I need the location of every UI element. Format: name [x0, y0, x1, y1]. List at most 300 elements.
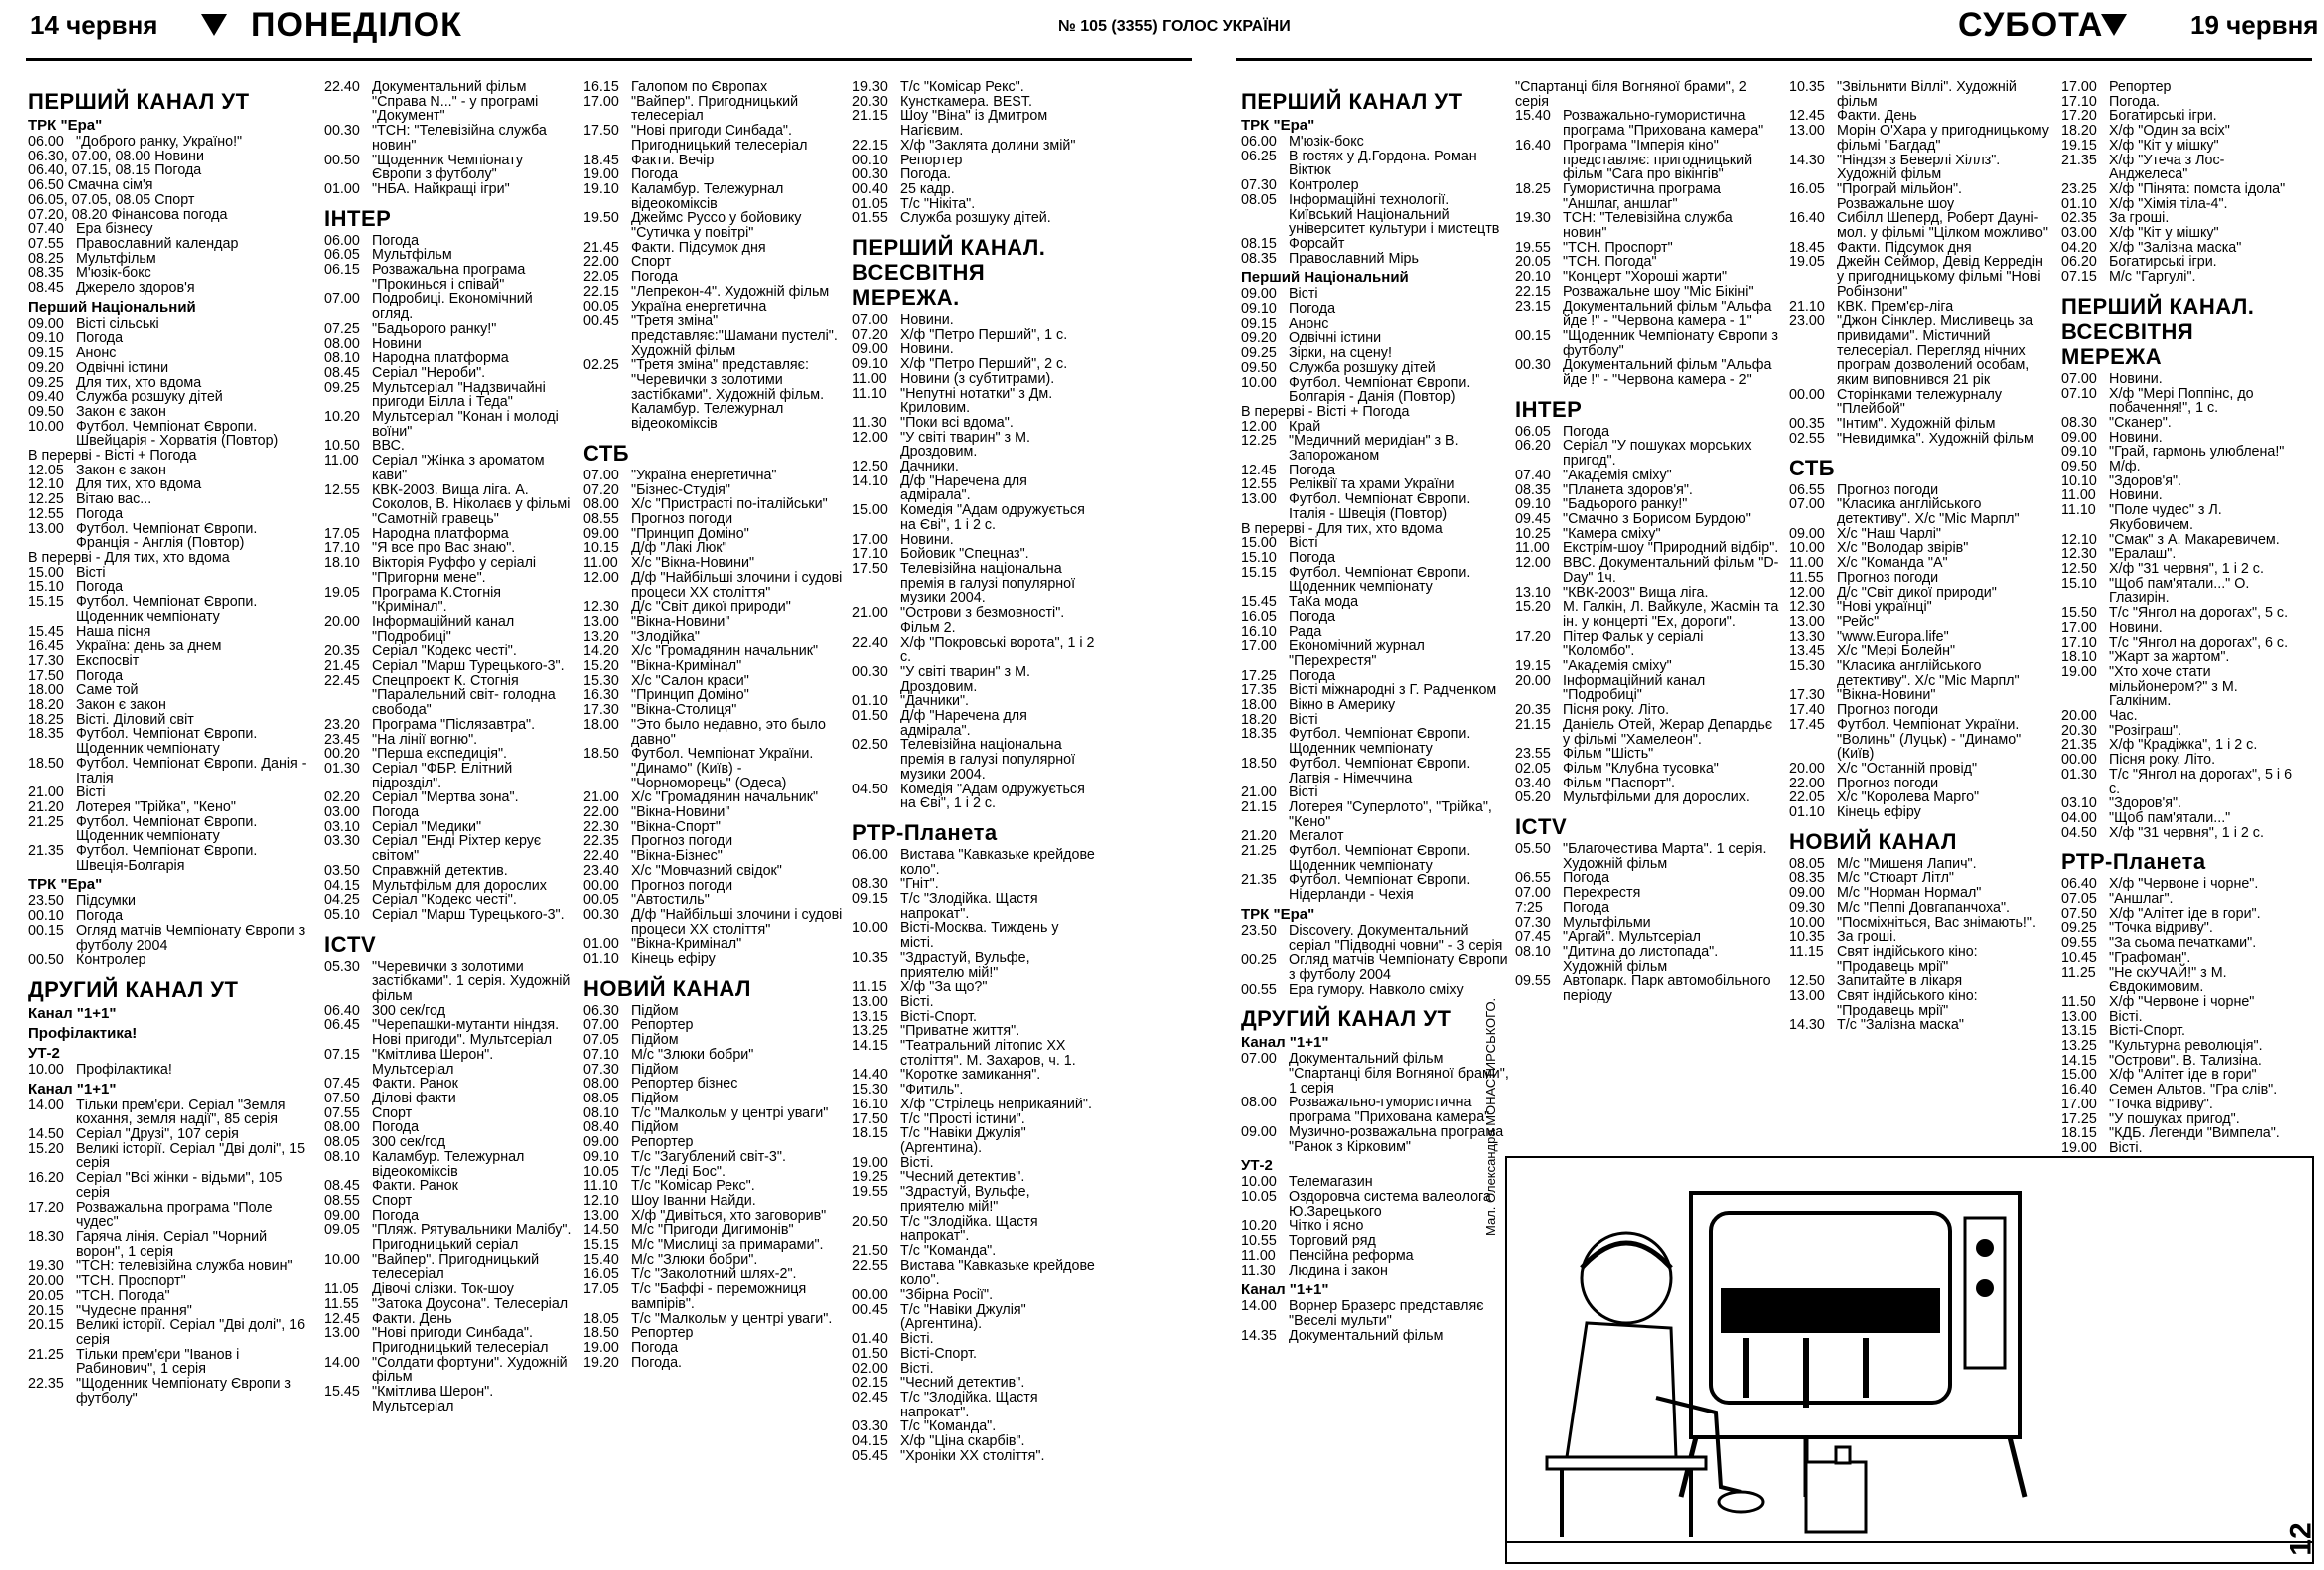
program-time: 06.00: [1241, 134, 1277, 150]
program-time: 00.20: [324, 746, 360, 763]
program-time: 07.10: [2061, 385, 2097, 402]
program-entry: [1241, 844, 1510, 873]
program-title: "Збірна Росії".: [900, 1287, 994, 1304]
program-time: 01.00: [583, 936, 619, 953]
program-entry: [852, 357, 1096, 372]
program-time: 07.00: [1789, 496, 1825, 513]
program-entry: [1515, 916, 1779, 931]
program-time: 11.25: [2061, 964, 2096, 981]
program-entry: [324, 960, 575, 1004]
program-time: 23.55: [1515, 746, 1551, 763]
program-entry: [1515, 718, 1779, 747]
program-entry: [583, 703, 844, 718]
program-title: Великі історії. Серіал "Дві долі", 16 серія: [76, 1317, 306, 1348]
program-entry: [324, 747, 575, 762]
program-time: 13.45: [1789, 643, 1825, 660]
program-title: Погода: [1289, 667, 1336, 684]
program-entry: [1789, 777, 2053, 791]
program-entry: [28, 757, 309, 785]
program-time: 10.05: [583, 1163, 619, 1180]
program-title: "Здоров'я".: [2109, 472, 2182, 489]
program-entry: [1241, 983, 1510, 998]
program-title: "Щоб пам'ятали...": [2109, 809, 2231, 826]
channel-heading: ПЕРШИЙ КАНАЛ УТ: [28, 89, 250, 114]
program-title: Великі історії. Серіал "Дві долі", 15 серія: [76, 1140, 306, 1172]
left-header-rule: [26, 58, 1192, 61]
program-title: "Точка відриву".: [2109, 1096, 2213, 1112]
program-entry: [583, 512, 844, 527]
program-title: Контролер: [76, 952, 146, 969]
program-entry: [583, 1253, 844, 1268]
program-time: 05.30: [324, 958, 360, 975]
program-time: 13.10: [1515, 584, 1551, 601]
program-entry: [28, 1201, 309, 1230]
program-title: "Затока Доусона". Телесеріал: [372, 1295, 569, 1312]
program-title: Ера бізнесу: [76, 221, 153, 238]
program-entry: [1789, 703, 2053, 718]
channel-heading: ICTV: [1515, 814, 1568, 840]
channel-heading: ДРУГИЙ КАНАЛ УТ: [28, 976, 239, 1002]
program-time: 07.20: [583, 481, 619, 498]
program-time: 07.00: [583, 467, 619, 483]
program-title: Вітаю вас...: [76, 491, 152, 508]
program-title: Документальний фільм "Альфа йде !" - "Червона камера - 1": [1563, 298, 1772, 330]
program-title: Розважальна програма "Поле чудес": [76, 1199, 273, 1231]
program-title: "Класика англійського детективу". Х/с "Міс Марпл": [1837, 658, 2020, 689]
program-time: 19.15: [1515, 658, 1551, 675]
program-time: 00.00: [852, 1287, 888, 1304]
program-entry: [583, 937, 844, 952]
program-time: 06.45: [324, 1017, 360, 1034]
program-time: 03.40: [1515, 775, 1551, 791]
program-entry: [583, 1120, 844, 1135]
program-time: 16.05: [1789, 180, 1825, 197]
program-time: 10.50: [324, 438, 360, 455]
program-time: 06.40: [2061, 876, 2097, 893]
program-title: Лотерея "Трійка", "Кено": [76, 798, 236, 815]
program-entry: [852, 1112, 1096, 1127]
program-title: Д/ф "Наречена для адмірала".: [900, 472, 1027, 504]
program-entry: [324, 1297, 575, 1312]
program-time: 12.25: [1241, 433, 1277, 450]
program-entry: [28, 1318, 309, 1347]
program-time: 12.00: [1789, 584, 1825, 601]
program-title: Огляд матчів Чемпіонату Європи з футболу 2004: [76, 922, 306, 954]
program-time: 17.30: [28, 652, 64, 669]
program-title: "Бадьорого ранку!": [1563, 496, 1688, 513]
program-entry: [28, 420, 309, 449]
program-entry: [1789, 556, 2053, 571]
program-title: Служба розшуку дітей.: [900, 210, 1051, 227]
schedule-note: В перерві - Для тих, хто вдома: [1241, 520, 1443, 537]
program-title: "Поле чудес" з Л. Якубовичем.: [2109, 502, 2222, 533]
schedule-note: 06.30, 07.00, 08.00 Новини: [28, 148, 204, 164]
program-time: 15.00: [1241, 535, 1277, 552]
program-time: 08.05: [324, 1134, 360, 1151]
column-4: [852, 80, 1096, 1555]
program-entry: [852, 1083, 1096, 1098]
program-title: "ТСН. Погода": [76, 1287, 170, 1304]
program-time: 00.45: [583, 313, 619, 330]
program-entry: [583, 659, 844, 674]
program-time: 07.20: [852, 326, 888, 343]
program-time: 04.50: [2061, 824, 2097, 841]
program-time: 21.25: [28, 1346, 64, 1363]
program-title: Тільки прем'єри. Серіал "Земля кохання, земля надії", 85 серія: [76, 1097, 286, 1128]
program-entry: [1241, 829, 1510, 844]
program-entry: [852, 877, 1096, 892]
program-title: "Звільнити Віллі". Художній фільм: [1837, 80, 2017, 110]
program-title: Телевізійна національна премія в галузі популярної музики 2004.: [900, 560, 1076, 607]
program-title: Т/с "Злодійка. Щастя напрокат".: [900, 1213, 1038, 1245]
program-entry: [28, 669, 309, 684]
program-time: 00.45: [852, 1301, 888, 1318]
program-entry: [2061, 1098, 2295, 1112]
program-entry: [1789, 527, 2053, 542]
program-title: Богатирські ігри.: [2109, 254, 2217, 271]
program-time: 04.00: [2061, 809, 2097, 826]
program-title: "Аргай". Мультсеріал: [1563, 929, 1701, 946]
program-entry: [2061, 488, 2295, 503]
program-title: "Планета здоров'я".: [1563, 481, 1693, 498]
program-entry: [852, 606, 1096, 635]
program-entry: [2061, 547, 2295, 562]
program-entry: [852, 154, 1096, 168]
cartoon-illustration: [1505, 1156, 2314, 1564]
program-title: Х/ф "Заклята долини змій": [900, 137, 1076, 154]
program-time: 04.25: [324, 892, 360, 909]
program-time: 09.00: [583, 525, 619, 542]
program-entry: [324, 1048, 575, 1077]
sub-channel-heading: УТ-2: [1241, 1157, 1273, 1175]
program-entry: [852, 460, 1096, 474]
program-title: "Острови з безмовності". Фільм 2.: [900, 605, 1065, 636]
program-time: 11.30: [852, 414, 887, 431]
program-title: Т/с "Команда".: [900, 1242, 997, 1259]
program-entry: [2061, 1024, 2295, 1039]
program-title: "Програй мільйон". Розважальне шоу: [1837, 180, 1963, 212]
program-entry: [324, 644, 575, 659]
program-title: "Джон Сінклер. Мисливець за привидами". Містичний телесеріал. Перегляд нічних програм дозволений особам, яким виповнився 21 рік: [1837, 313, 2034, 389]
program-entry: [1515, 139, 1779, 182]
program-title: Факти. День: [372, 1310, 452, 1327]
program-time: 17.30: [1789, 687, 1825, 704]
program-time: 07.45: [324, 1076, 360, 1093]
program-entry: [1789, 300, 2053, 315]
program-title: Закон є закон: [76, 697, 166, 714]
program-title: Х/ф "Алітет іде в гори": [2109, 1067, 2257, 1084]
program-time: 01.00: [324, 180, 360, 197]
program-title: "Рейс": [1837, 613, 1880, 630]
program-time: 18.35: [1241, 726, 1277, 743]
program-time: 11.15: [1789, 943, 1824, 960]
program-time: 12.45: [1789, 108, 1825, 125]
program-time: 20.00: [1789, 760, 1825, 777]
program-time: 23.00: [1789, 313, 1825, 330]
program-time: 10.00: [852, 920, 888, 937]
program-entry: [2061, 665, 2295, 709]
program-time: 14.15: [852, 1038, 888, 1055]
program-entry: [2061, 503, 2295, 532]
program-title: Д/ф "Лакі Люк": [631, 540, 727, 557]
program-time: 11.00: [852, 370, 887, 387]
program-entry: [28, 222, 309, 237]
program-time: 15.00: [2061, 1067, 2097, 1084]
program-title: "Ніндзя з Беверлі Хіллз". Художній фільм: [1837, 152, 2001, 183]
program-title: Х/ф "Залізна маска": [2109, 239, 2242, 256]
program-entry: [2061, 182, 2295, 197]
program-entry: [2061, 1141, 2295, 1156]
program-entry: [583, 1135, 844, 1150]
program-title: Вісті-Спорт.: [900, 1345, 977, 1362]
program-entry: [583, 893, 844, 908]
program-time: 03.50: [324, 862, 360, 879]
program-title: "Принцип Доміно": [631, 525, 749, 542]
program-title: Репортер: [631, 1017, 694, 1034]
program-title: Свят індійського кіно: "Продавець мрії": [1837, 943, 1978, 975]
schedule-note: В перерві - Вісті + Погода: [28, 448, 197, 465]
program-time: 00.05: [583, 298, 619, 315]
program-time: 06.05: [324, 247, 360, 264]
program-time: 14.50: [583, 1222, 619, 1239]
program-entry: [324, 864, 575, 879]
program-entry: [1241, 287, 1510, 302]
program-title: Пітер Фальк у серіалі "Коломбо".: [1563, 628, 1704, 660]
program-time: 13.00: [1241, 491, 1277, 508]
program-entry: [28, 1063, 309, 1078]
program-entry: [324, 1018, 575, 1047]
program-entry: [852, 342, 1096, 357]
program-entry: [324, 322, 575, 337]
program-time: 08.10: [324, 1148, 360, 1165]
program-entry: [583, 1048, 844, 1063]
program-entry: [852, 431, 1096, 460]
program-title: Факти. Підсумок дня: [631, 239, 766, 256]
program-entry: [324, 234, 575, 249]
sub-channel-heading: Канал "1+1": [28, 1004, 117, 1022]
program-time: 02.45: [852, 1389, 888, 1406]
program-title: "Щоденник Чемпіонату Європи з футболу": [76, 1376, 291, 1407]
program-entry: [28, 492, 309, 507]
program-title: Вистава "Кавказьке крейдове коло".: [900, 1257, 1095, 1289]
program-entry: [28, 281, 309, 296]
program-entry: [2061, 753, 2295, 768]
program-time: 06.55: [1515, 870, 1551, 887]
program-title: Документальний фільм "Альфа йде !" - "Червона камера - 2": [1563, 357, 1772, 389]
program-time: 18.25: [1515, 180, 1551, 197]
program-entry: [324, 674, 575, 718]
program-time: 22.15: [1515, 283, 1551, 300]
program-title: "Острови". В. Тализіна.: [2109, 1052, 2262, 1069]
program-title: Новини.: [900, 312, 954, 329]
program-title: Х/ф "31 червня", 1 і 2 с.: [2109, 560, 2264, 577]
program-title: Телемагазин: [1289, 1174, 1373, 1191]
program-title: "ТСН: "Телевізійна служба новин": [372, 123, 547, 154]
program-entry: [1515, 469, 1779, 483]
program-title: Джерело здоров'я: [76, 280, 195, 297]
program-title: Людина і закон: [1289, 1262, 1388, 1279]
program-time: 12.10: [583, 1192, 619, 1209]
program-title: Х/ф "Дивіться, хто заговорив": [631, 1207, 827, 1224]
program-title: "Доброго ранку, Україно!": [76, 134, 243, 150]
program-entry: [1789, 688, 2053, 703]
program-title: Гаряча лінія. Серіал "Чорний ворон", 1 серія: [76, 1229, 268, 1260]
program-time: 00.50: [324, 152, 360, 168]
program-title: Х/ф "Кіт у мішку": [2109, 137, 2219, 154]
program-title: М/с "Злюки бобри".: [631, 1251, 758, 1268]
program-title: "Точка відриву".: [2109, 920, 2213, 937]
program-entry: [1515, 777, 1779, 791]
program-title: "Здоров'я".: [2109, 795, 2182, 812]
program-entry: [324, 1135, 575, 1150]
program-entry: [583, 497, 844, 512]
right-triangle-icon: [2101, 14, 2127, 36]
program-time: 08.05: [1241, 191, 1277, 208]
program-title: Сторінками тележурналу "Плейбой": [1837, 386, 2002, 418]
program-entry: [1241, 713, 1510, 728]
program-time: 16.05: [583, 1266, 619, 1283]
program-time: 07.55: [28, 235, 64, 252]
program-title: Футбол. Чемпіонат Європи. Щоденник чемпіонату: [76, 726, 258, 758]
program-title: Прогноз погоди: [1837, 569, 1939, 586]
program-time: 08.00: [583, 1076, 619, 1093]
program-entry: [1241, 178, 1510, 193]
program-entry: [1515, 211, 1779, 240]
program-entry: [583, 747, 844, 790]
program-time: 05.20: [1515, 789, 1551, 806]
program-time: 06.15: [324, 262, 360, 279]
program-entry: [1789, 901, 2053, 916]
program-time: 01.10: [1789, 804, 1825, 821]
program-title: Ворнер Бразерс представляє "Веселі мульти": [1289, 1298, 1484, 1329]
program-entry: [1241, 1329, 1510, 1344]
program-title: Комедія "Адам одружується на Єві", 1 і 2 с.: [900, 781, 1085, 812]
program-entry: [324, 292, 575, 321]
program-title: "Академія сміху": [1563, 658, 1672, 675]
program-time: 01.55: [852, 210, 888, 227]
program-title: Вісті.: [2109, 1140, 2143, 1156]
program-time: 19.25: [852, 1169, 888, 1186]
program-title: Т/с "Навіки Джулія" (Аргентина).: [900, 1301, 1026, 1333]
program-title: "Автостиль": [631, 892, 710, 909]
program-title: Х/ф "Ціна скарбів".: [900, 1433, 1025, 1450]
program-time: 09.00: [1241, 1123, 1277, 1140]
program-entry: [1789, 805, 2053, 820]
program-time: 09.10: [852, 356, 888, 373]
program-time: 12.45: [1241, 462, 1277, 478]
program-entry: [583, 95, 844, 124]
right-page-header: [1226, 0, 2324, 54]
program-entry: [852, 1362, 1096, 1377]
program-entry: [324, 1004, 575, 1019]
program-time: 10.45: [2061, 949, 2097, 966]
program-time: 01.30: [324, 760, 360, 777]
program-time: 08.00: [1241, 1095, 1277, 1111]
program-title: Погода: [1289, 462, 1336, 478]
program-title: Прогноз погоди: [1837, 702, 1939, 719]
program-title: Футбол. Чемпіонат Європи. Щоденник чемпіонату: [1289, 564, 1471, 596]
program-time: 22.40: [324, 80, 360, 95]
program-title: Реліквії та храми України: [1289, 476, 1455, 493]
program-time: 15.10: [2061, 575, 2097, 592]
program-title: Новини.: [900, 341, 954, 358]
program-title: Документальний фільм "Справа N..." - у програмі "Документ": [372, 80, 539, 125]
program-entry: [324, 1253, 575, 1282]
program-entry: [1789, 974, 2053, 989]
program-time: 08.25: [28, 250, 64, 267]
program-title: Х/с "Останній провід": [1837, 760, 1978, 777]
program-time: 19.10: [583, 180, 619, 197]
program-title: Вісті.: [900, 1360, 934, 1377]
program-entry: [852, 139, 1096, 154]
program-title: Саме той: [76, 682, 139, 699]
program-entry: [583, 805, 844, 820]
program-entry: [1789, 930, 2053, 945]
program-title: Огляд матчів Чемпіонату Європи з футболу 2004: [1289, 952, 1508, 983]
program-time: 09.25: [28, 374, 64, 391]
program-entry: [2061, 255, 2295, 270]
program-time: 20.15: [28, 1317, 64, 1334]
program-time: 13.00: [583, 613, 619, 630]
program-time: 04.15: [852, 1433, 888, 1450]
program-entry: [1241, 785, 1510, 800]
program-entry: [2061, 1112, 2295, 1127]
program-entry: [324, 337, 575, 352]
program-entry: [1241, 492, 1510, 521]
program-title: Погода.: [900, 166, 952, 183]
program-title: "ТСН. Проспорт": [1563, 239, 1673, 256]
program-entry: [1241, 376, 1510, 405]
program-time: 00.55: [1241, 981, 1277, 998]
program-time: 09.00: [1789, 525, 1825, 542]
program-entry: [583, 1209, 844, 1224]
program-entry: [852, 1215, 1096, 1244]
program-entry: [28, 266, 309, 281]
program-time: 11.00: [324, 453, 359, 470]
program-time: 02.20: [324, 789, 360, 806]
program-time: 01.05: [852, 195, 888, 212]
program-time: 03.10: [324, 818, 360, 835]
program-title: М/с "Гаргулі".: [2109, 269, 2196, 286]
program-entry: [1789, 644, 2053, 659]
program-title: Вісті сільські: [76, 315, 159, 332]
left-page-header: [0, 0, 1291, 54]
program-title: КВК-2003. Вища ліга. А. Соколов, В. Ніколаєв у фільмі "Самотній гравець": [372, 481, 571, 527]
sub-channel-heading: ТРК "Ера": [1241, 117, 1315, 134]
program-entry: [583, 314, 844, 358]
program-entry: [2061, 966, 2295, 995]
program-entry: [852, 951, 1096, 980]
program-time: 18.30: [28, 1229, 64, 1245]
program-time: 11.15: [852, 979, 887, 996]
program-entry: [28, 464, 309, 478]
program-entry: [583, 469, 844, 483]
program-entry: [1789, 1018, 2053, 1033]
program-entry: [2061, 606, 2295, 621]
program-title: Погода: [76, 908, 124, 925]
program-time: 18.00: [583, 716, 619, 733]
program-entry: [1241, 1190, 1510, 1219]
program-entry: [1241, 317, 1510, 332]
program-title: "НБА. Найкращі ігри": [372, 180, 510, 197]
program-entry: [324, 1194, 575, 1209]
program-time: 08.15: [1241, 235, 1277, 252]
program-entry: [583, 849, 844, 864]
program-title: Т/с "Залізна маска": [1837, 1017, 1964, 1034]
program-entry: [2061, 577, 2295, 606]
program-entry: [1241, 800, 1510, 829]
program-title: Шоу "Віна" із Дмитром Нагієвим.: [900, 108, 1048, 140]
